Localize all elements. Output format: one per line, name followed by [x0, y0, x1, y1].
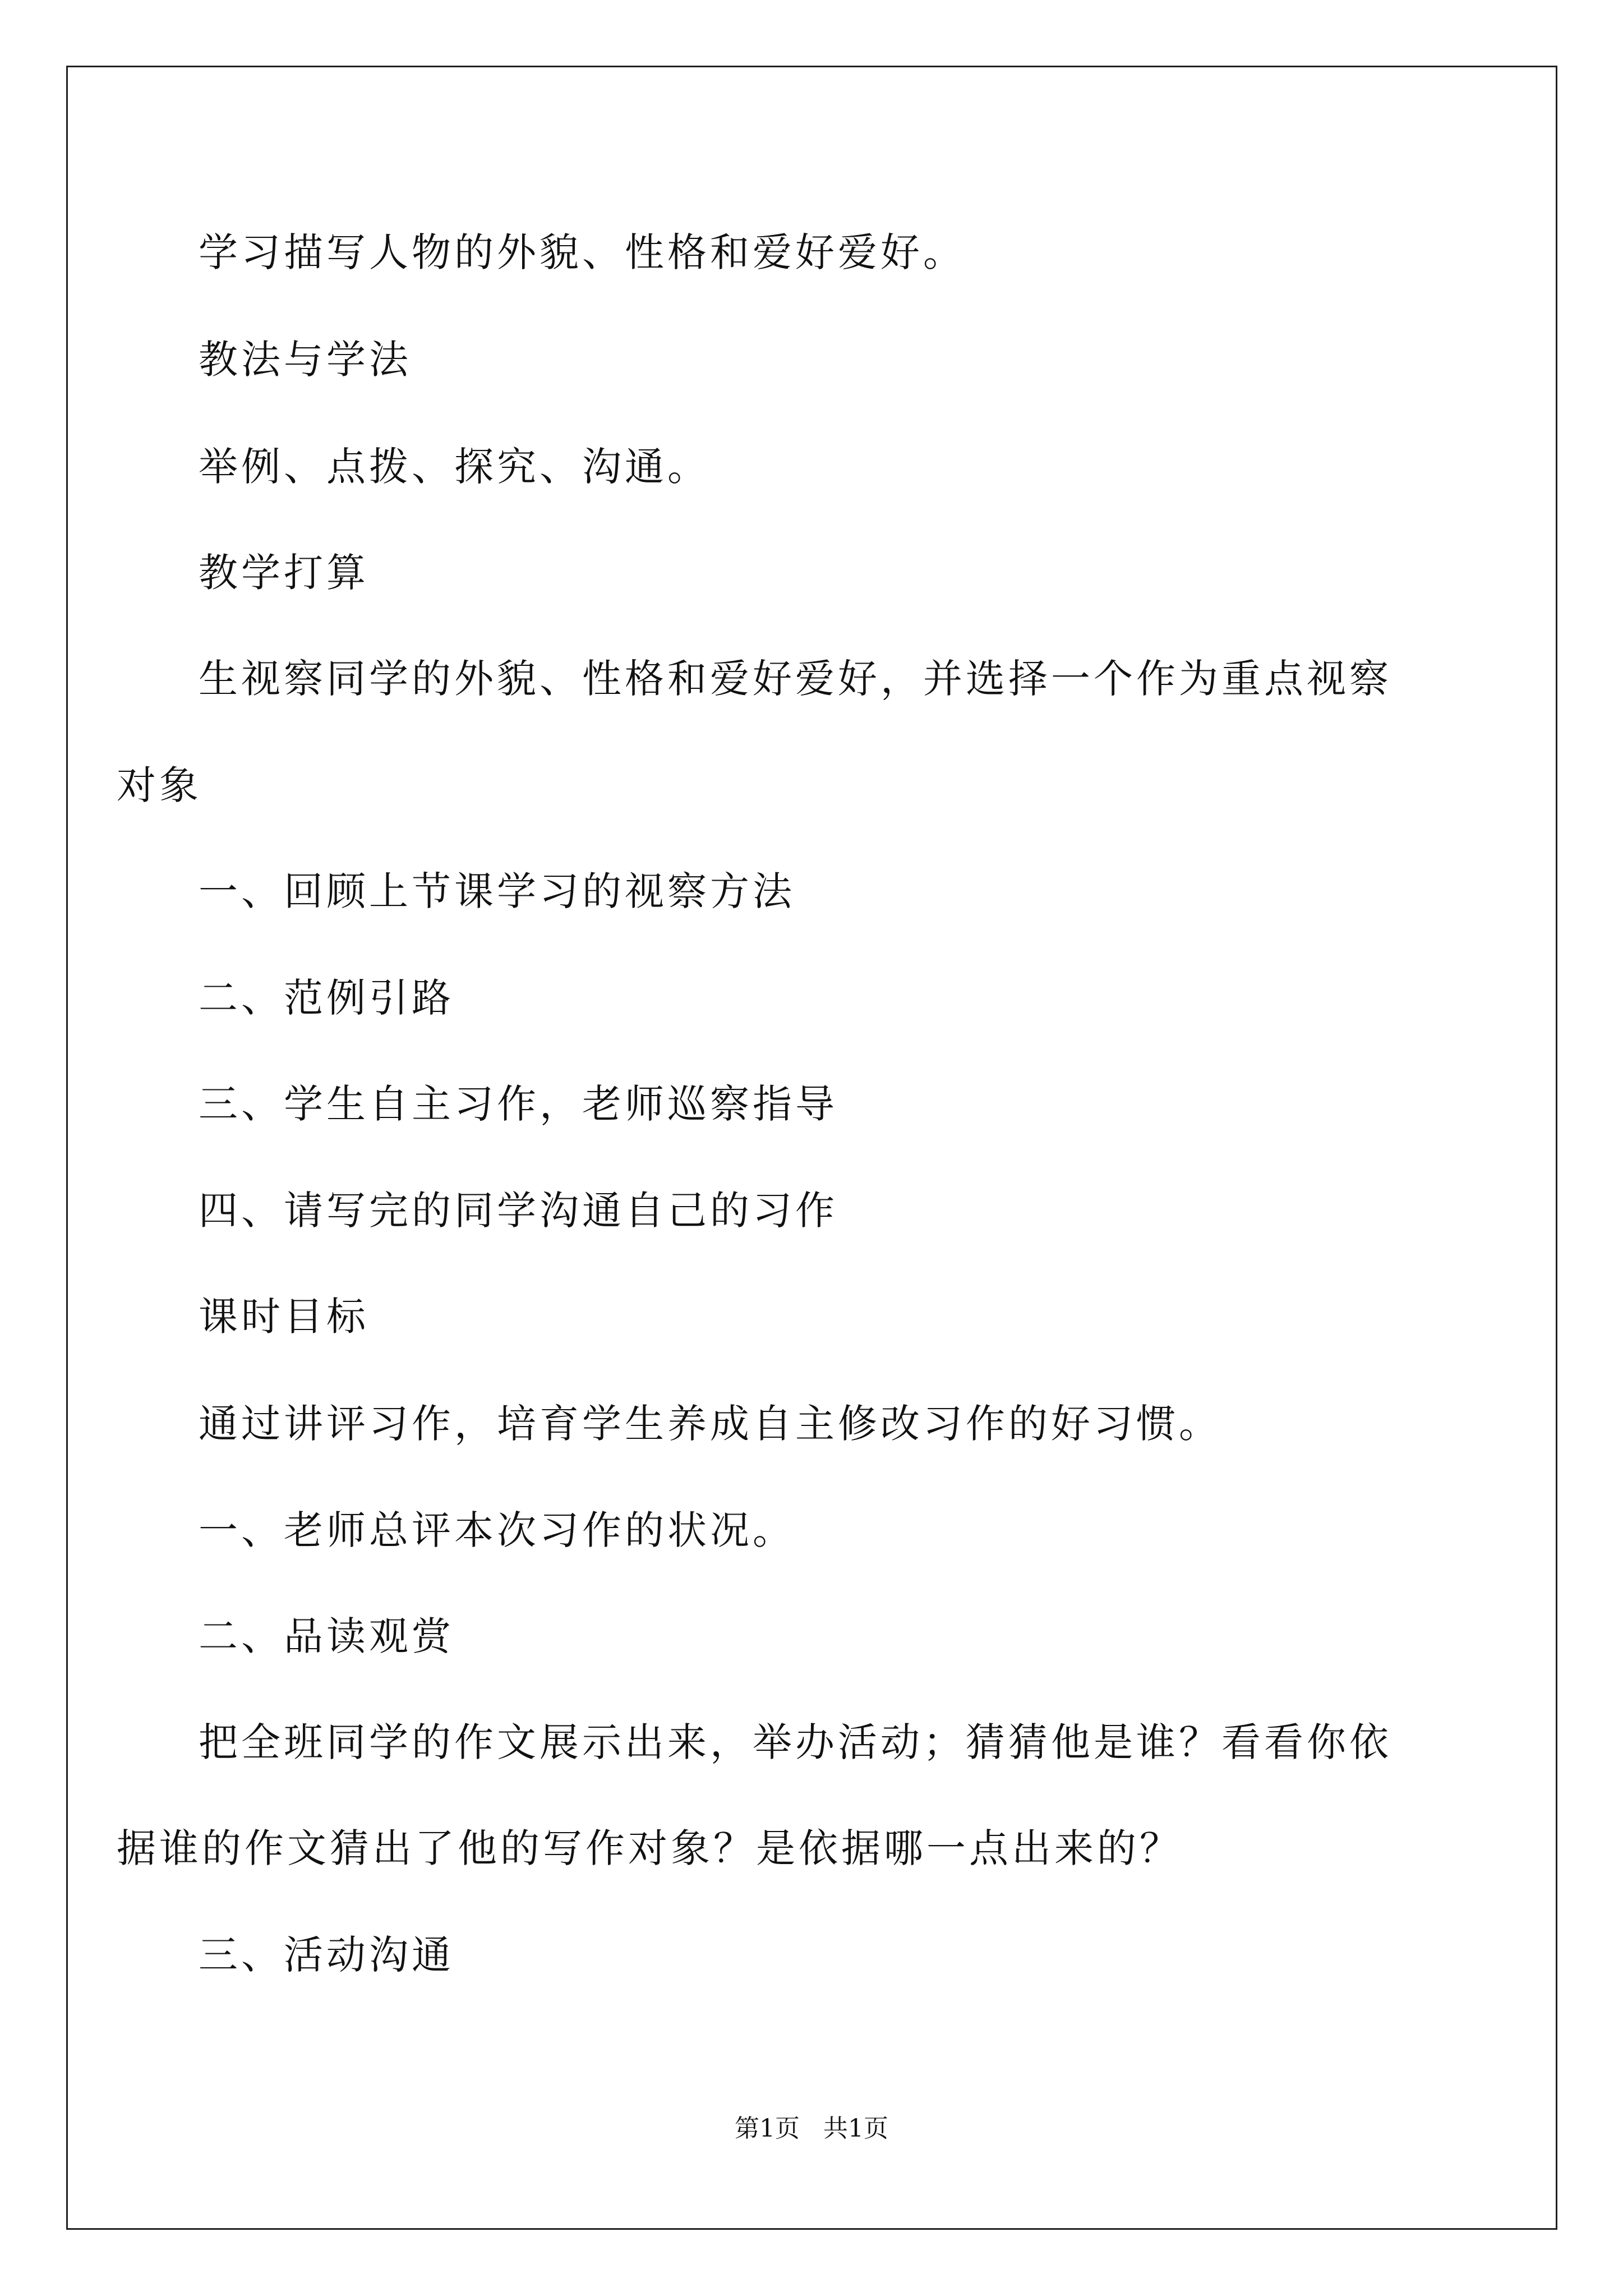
- paragraph-7: 二、范例引路: [199, 975, 454, 1021]
- paragraph-5-line-1: 生视察同学的外貌、性格和爱好爱好，并选择一个作为重点视察: [199, 656, 1392, 702]
- paragraph-14-line-1: 把全班同学的作文展示出来，举办活动；猜猜他是谁？看看你依: [199, 1719, 1392, 1765]
- paragraph-2: 教法与学法: [199, 337, 412, 383]
- page-number: 第1页: [735, 2114, 800, 2143]
- paragraph-4: 教学打算: [199, 550, 369, 596]
- paragraph-11: 通过讲评习作，培育学生养成自主修改习作的好习惯。: [199, 1401, 1221, 1447]
- paragraph-6: 一、回顾上节课学习的视察方法: [199, 868, 795, 914]
- paragraph-9: 四、请写完的同学沟通自己的习作: [199, 1188, 838, 1234]
- paragraph-15: 三、活动沟通: [199, 1932, 454, 1978]
- paragraph-10: 课时目标: [199, 1294, 369, 1340]
- page-footer: [0, 2115, 1623, 2143]
- paragraph-8: 三、学生自主习作，老师巡察指导: [199, 1081, 838, 1127]
- paragraph-12: 一、老师总评本次习作的状况。: [199, 1507, 795, 1553]
- paragraph-14-line-2: 据谁的作文猜出了他的写作对象？是依据哪一点出来的？: [117, 1825, 1182, 1871]
- page-total: 共1页: [823, 2114, 888, 2143]
- paragraph-13: 二、品读观赏: [199, 1613, 454, 1659]
- paragraph-3: 举例、点拨、探究、沟通。: [199, 444, 710, 490]
- page-border: [66, 66, 1557, 2230]
- paragraph-1: 学习描写人物的外貌、性格和爱好爱好。: [199, 229, 966, 275]
- paragraph-5-continuation: 对象: [117, 762, 202, 808]
